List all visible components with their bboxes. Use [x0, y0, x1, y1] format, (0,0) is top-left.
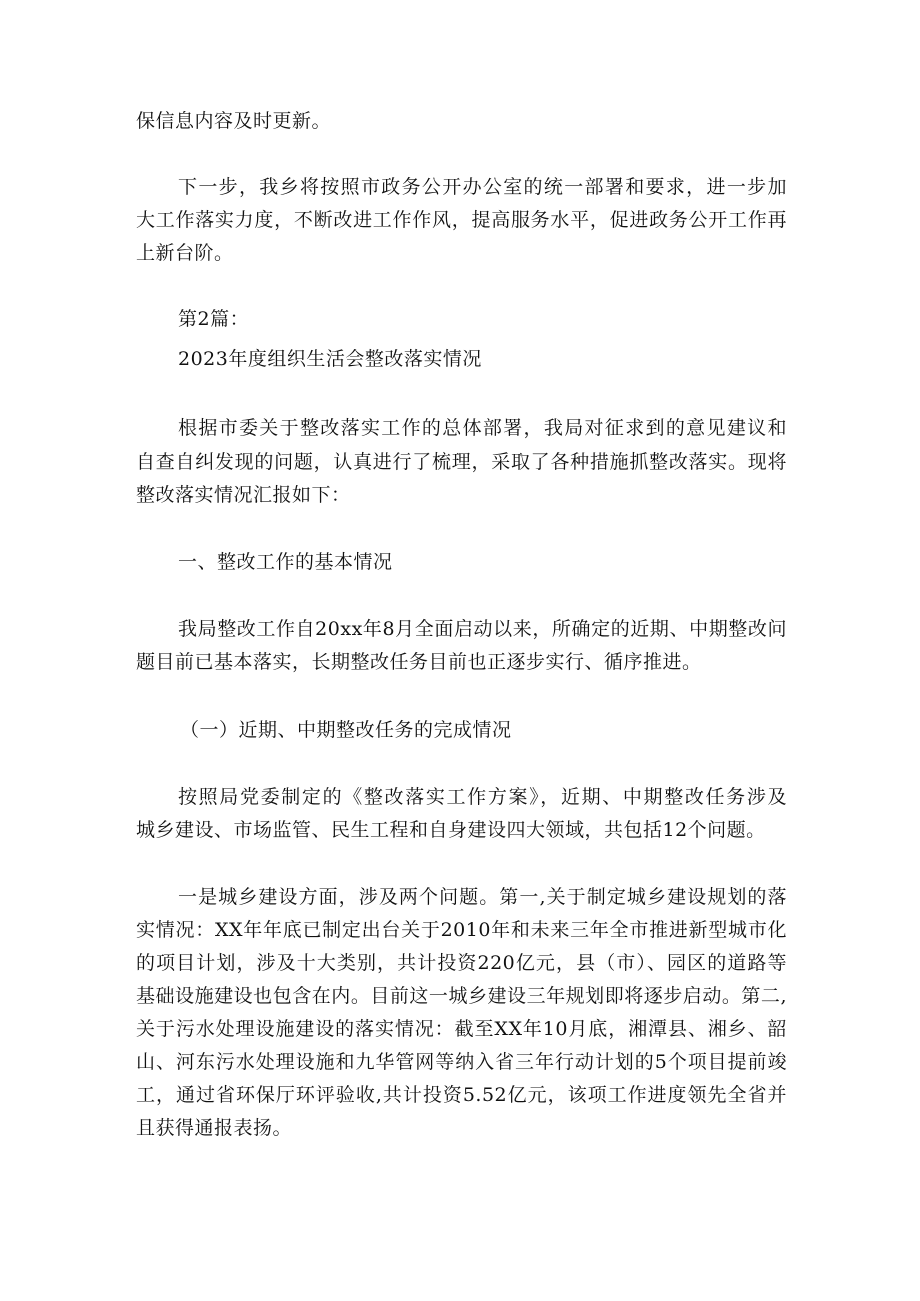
paragraph-line: 我局整改工作自20xx年8月全面启动以来，所确定的近期、中期整改问 [178, 618, 787, 640]
section-label: 第2篇： [178, 308, 250, 330]
heading-basic-situation: 一、整改工作的基本情况 [178, 551, 393, 573]
paragraph-line: 实情况：XX年年底已制定出台关于2010年和未来三年全市推进新型城市化 [136, 919, 787, 941]
paragraph-line: 城乡建设、市场监管、民生工程和自身建设四大领域，共包括12个问题。 [136, 819, 766, 841]
paragraph-line: 按照局党委制定的《整改落实工作方案》，近期、中期整改任务涉及 [178, 786, 787, 808]
paragraph-line: 工，通过省环保厅环评验收,共计投资5.52亿元，该项工作进度领先全省并 [136, 1084, 787, 1106]
paragraph-line: 大工作落实力度，不断改进工作作风，提高服务水平，促进政务公开工作再 [136, 209, 787, 231]
paragraph-line: 保信息内容及时更新。 [136, 110, 332, 132]
paragraph-line: 关于污水处理设施建设的落实情况：截至XX年10月底，湘潭县、湘乡、韶 [136, 1018, 787, 1040]
paragraph-line: 一是城乡建设方面，涉及两个问题。第一,关于制定城乡建设规划的落 [178, 886, 787, 908]
paragraph-line: 上新台阶。 [136, 242, 234, 264]
paragraph-line: 的项目计划，涉及十大类别，共计投资220亿元，县（市）、园区的道路等 [136, 952, 787, 974]
paragraph-line: 基础设施建设也包含在内。目前这一城乡建设三年规划即将逐步启动。第二, [136, 985, 787, 1007]
paragraph-line: 整改落实情况汇报如下： [136, 484, 351, 506]
paragraph-line: 山、河东污水处理设施和九华管网等纳入省三年行动计划的5个项目提前竣 [136, 1051, 787, 1073]
paragraph-line: 下一步，我乡将按照市政务公开办公室的统一部署和要求，进一步加 [178, 176, 787, 198]
paragraph-line: 自查自纠发现的问题，认真进行了梳理，采取了各种措施抓整改落实。现将 [136, 451, 787, 473]
section-title: 2023年度组织生活会整改落实情况 [178, 348, 482, 370]
paragraph-line: 且获得通报表扬。 [136, 1117, 293, 1139]
paragraph-line: 题目前已基本落实，长期整改任务目前也正逐步实行、循序推进。 [136, 651, 702, 673]
heading-near-mid-term: （一）近期、中期整改任务的完成情况 [180, 719, 512, 741]
paragraph-line: 根据市委关于整改落实工作的总体部署，我局对征求到的意见建议和 [178, 417, 787, 439]
